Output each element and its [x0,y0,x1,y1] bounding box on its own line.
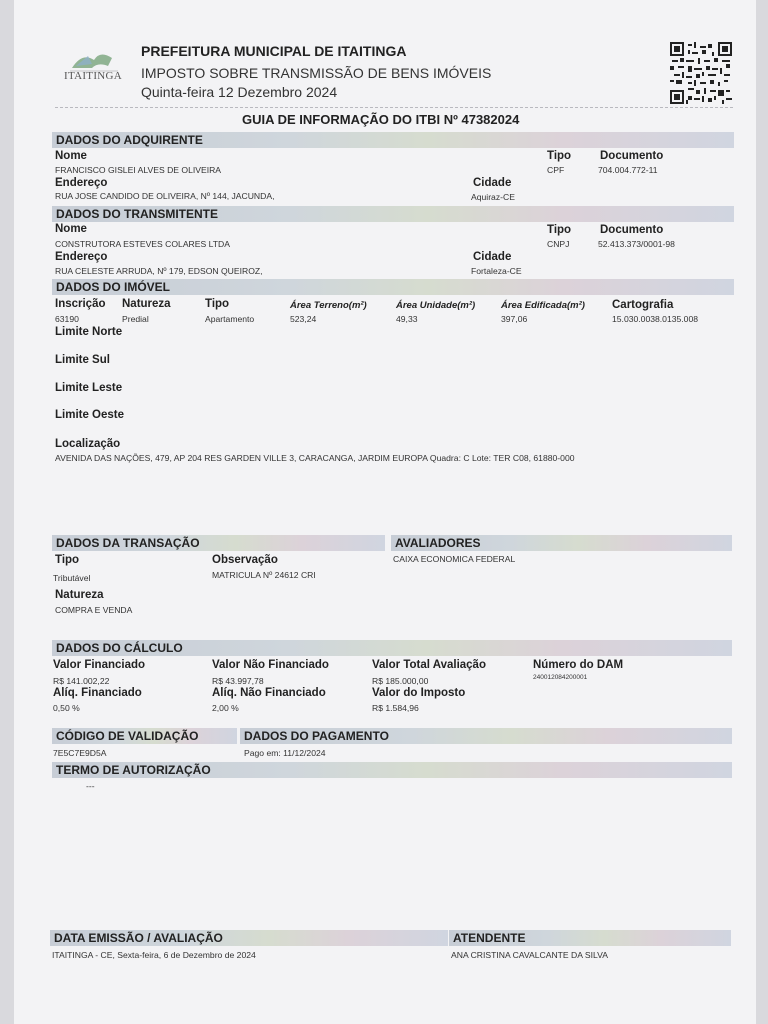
aliq-nao-financiado-label: Alíq. Não Financiado [212,687,326,699]
localizacao-label: Localização [55,438,121,450]
pagamento-data: Pago em: 11/12/2024 [244,748,326,758]
valor-financiado: R$ 141.002,22 [53,676,110,686]
imovel-area-unidade-label: Área Unidade(m²) [396,300,476,311]
adquirente-nome-label: Nome [55,150,87,162]
section-pagamento-title: DADOS DO PAGAMENTO [244,729,389,743]
section-calculo-title: DADOS DO CÁLCULO [56,641,183,655]
header-date: Quinta-feira 12 Dezembro 2024 [141,84,338,100]
valor-financiado-label: Valor Financiado [53,659,146,671]
transmitente-doc-label: Documento [600,224,664,236]
imovel-area-terreno-label: Área Terreno(m²) [290,300,367,311]
header-divider [55,107,733,108]
adquirente-doc-label: Documento [600,150,664,162]
transmitente-nome-label: Nome [55,223,87,235]
section-transacao [52,535,385,551]
limite-sul-label: Limite Sul [55,354,110,366]
section-avaliadores-title: AVALIADORES [395,536,481,550]
numero-dam: 240012084200001 [533,674,588,681]
section-adquirente [52,132,734,148]
section-imovel [52,279,734,295]
transacao-natureza: COMPRA E VENDA [55,605,133,615]
limite-norte-label: Limite Norte [55,326,123,338]
transacao-tipo-label: Tipo [55,554,80,566]
transacao-natureza-label: Natureza [55,589,104,601]
section-adquirente-title: DADOS DO ADQUIRENTE [56,133,203,147]
section-pagamento [240,728,732,744]
limite-oeste-label: Limite Oeste [55,409,125,421]
section-atendente [449,930,731,946]
localizacao-value: AVENIDA DAS NAÇÕES, 479, AP 204 RES GARDEN VILLE 3, CARACANGA, JARDIM EUROPA Quadra: C Lote: TER C08, 61880-000 [55,453,575,463]
transmitente-endereco-label: Endereço [55,251,108,263]
transmitente-cidade: Fortaleza-CE [471,266,522,276]
section-calculo [52,640,732,656]
transmitente-nome: CONSTRUTORA ESTEVES COLARES LTDA [55,239,230,249]
imovel-area-edificada-label: Área Edificada(m²) [501,300,585,311]
transacao-obs-label: Observação [212,554,278,566]
adquirente-nome: FRANCISCO GISLEI ALVES DE OLIVEIRA [55,165,222,175]
transmitente-endereco: RUA CELESTE ARRUDA, Nº 179, EDSON QUEIROZ, [55,266,263,276]
section-transmitente-title: DADOS DO TRANSMITENTE [56,207,218,221]
document-title: GUIA DE INFORMAÇÃO DO ITBI Nº 47382024 [242,112,520,127]
adquirente-tipo: CPF [547,165,565,175]
atendente-value: ANA CRISTINA CAVALCANTE DA SILVA [451,950,608,960]
valor-nao-financiado-label: Valor Não Financiado [212,659,329,671]
imovel-area-unidade: 49,33 [396,314,418,324]
emissao-value: ITAITINGA - CE, Sexta-feira, 6 de Dezembro de 2024 [52,950,256,960]
transmitente-doc: 52.413.373/0001-98 [598,239,675,249]
valor-total-avaliacao: R$ 185.000,00 [372,676,429,686]
imovel-tipo-label: Tipo [205,298,230,310]
imovel-area-edificada: 397,06 [501,314,528,324]
imovel-tipo: Apartamento [205,314,255,324]
adquirente-endereco: RUA JOSE CANDIDO DE OLIVEIRA, Nº 144, JACUNDA, [55,191,275,201]
codigo-validacao: 7E5C7E9D5A [53,748,107,758]
section-imovel-title: DADOS DO IMÓVEL [56,280,171,294]
imovel-inscricao-label: Inscrição [55,298,106,310]
aliq-financiado: 0,50 % [53,703,80,713]
section-emissao [50,930,448,946]
transmitente-cidade-label: Cidade [473,251,512,263]
imovel-inscricao: 63190 [55,314,79,324]
qr-code-icon [670,42,732,104]
termo-value: --- [86,781,95,791]
transmitente-tipo: CNPJ [547,239,570,249]
transacao-obs: MATRICULA Nº 24612 CRI [212,570,316,580]
header-tax: IMPOSTO SOBRE TRANSMISSÃO DE BENS IMÓVEIS [141,65,492,81]
section-emissao-title: DATA EMISSÃO / AVALIAÇÃO [54,931,223,945]
imovel-natureza: Predial [122,314,149,324]
aliq-nao-financiado: 2,00 % [212,703,239,713]
header-org: PREFEITURA MUNICIPAL DE ITAITINGA [141,43,407,59]
adquirente-doc: 704.004.772-11 [598,165,658,175]
aliq-financiado-label: Alíq. Financiado [53,687,142,699]
limite-leste-label: Limite Leste [55,382,123,394]
section-avaliadores [391,535,732,551]
valor-nao-financiado: R$ 43.997,78 [212,676,264,686]
adquirente-endereco-label: Endereço [55,177,108,189]
imovel-natureza-label: Natureza [122,298,171,310]
imovel-cartografia: 15.030.0038.0135.008 [612,314,699,324]
valor-imposto-label: Valor do Imposto [372,687,466,699]
adquirente-cidade-label: Cidade [473,177,512,189]
section-termo [52,762,732,778]
valor-total-avaliacao-label: Valor Total Avaliação [372,659,486,671]
section-transmitente [52,206,734,222]
valor-imposto: R$ 1.584,96 [372,703,419,713]
adquirente-tipo-label: Tipo [547,150,572,162]
section-atendente-title: ATENDENTE [453,931,526,945]
transacao-tipo: Tributável [53,573,91,583]
logo-text: ITAITINGA [64,70,123,82]
section-validacao [52,728,237,744]
section-transacao-title: DADOS DA TRANSAÇÃO [56,536,200,550]
avaliadores-value: CAIXA ECONOMICA FEDERAL [393,554,516,564]
transmitente-tipo-label: Tipo [547,224,572,236]
imovel-area-terreno: 523,24 [290,314,317,324]
numero-dam-label: Número do DAM [533,659,624,671]
section-validacao-title: CÓDIGO DE VALIDAÇÃO [56,729,199,743]
imovel-cartografia-label: Cartografia [612,299,674,311]
adquirente-cidade: Aquiraz-CE [471,192,515,202]
section-termo-title: TERMO DE AUTORIZAÇÃO [56,763,211,777]
